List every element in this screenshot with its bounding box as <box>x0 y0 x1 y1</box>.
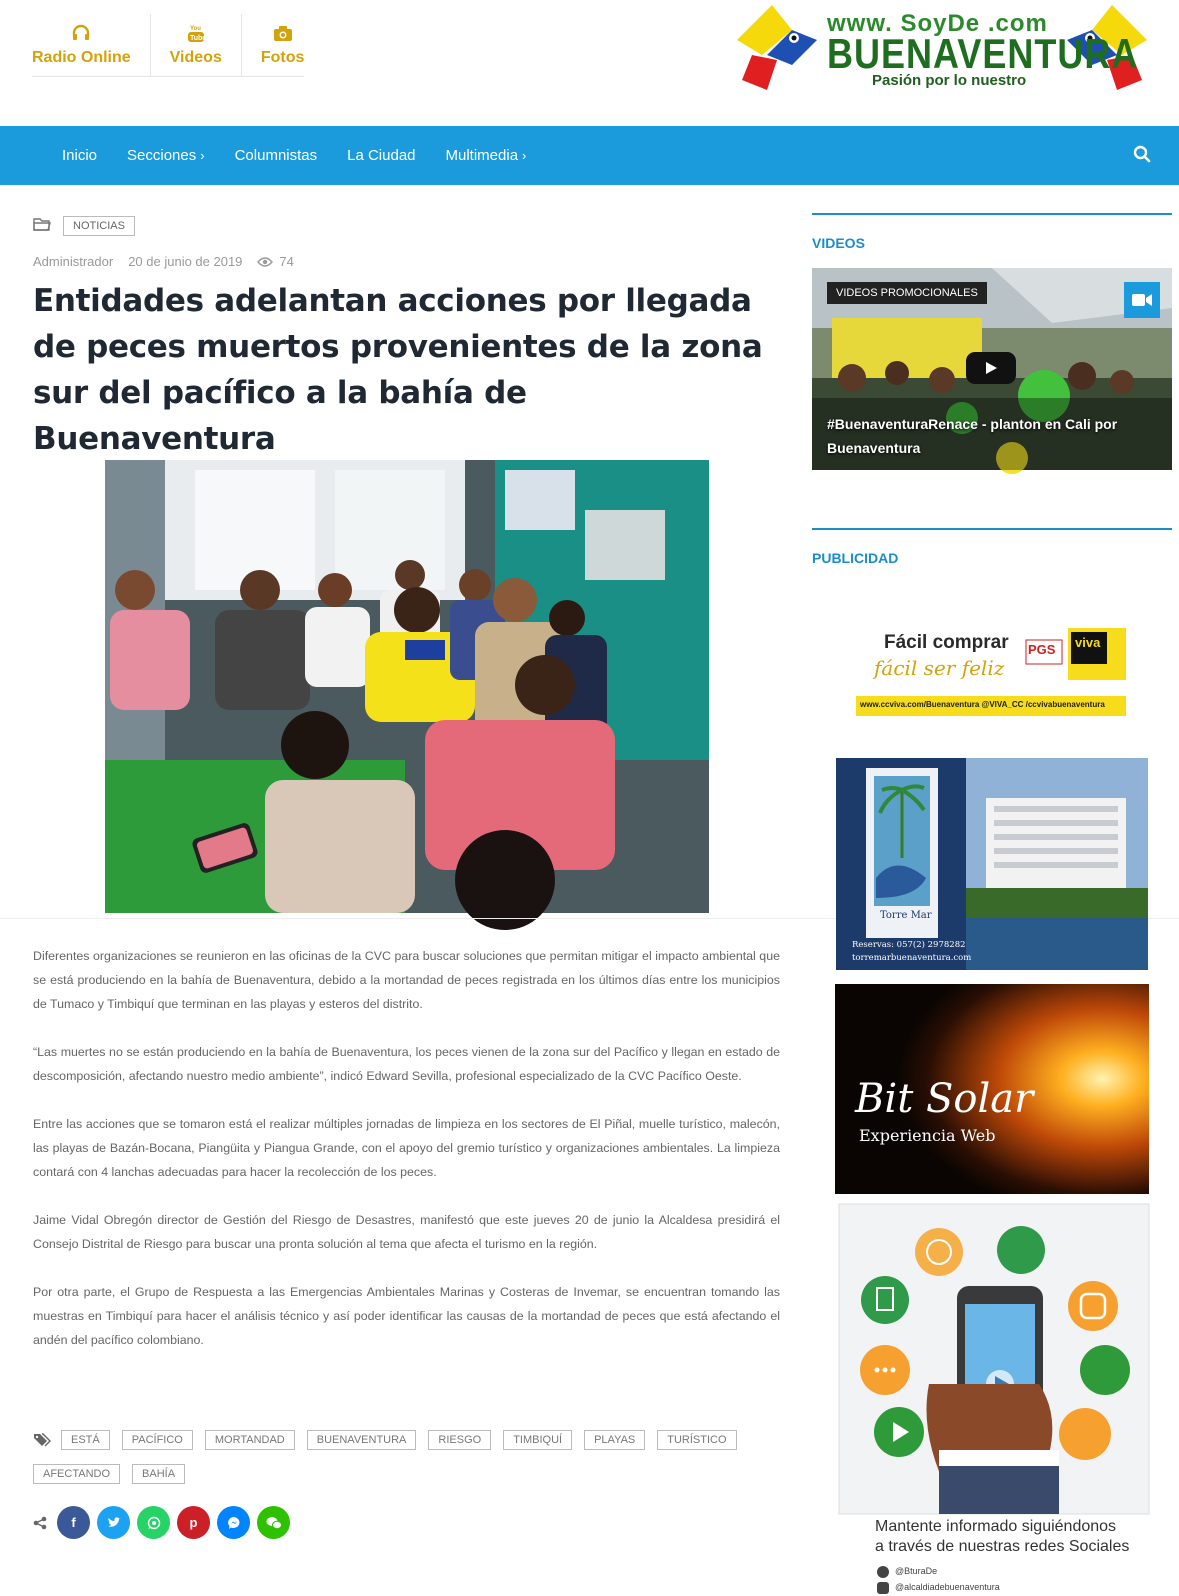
logo-url: www. SoyDe .com <box>827 10 1048 37</box>
facebook-icon[interactable]: f <box>57 1506 90 1539</box>
quicklink-fotos[interactable] <box>242 14 305 76</box>
search-icon[interactable] <box>1133 145 1151 168</box>
ad-bitsolar[interactable] <box>835 984 1149 1194</box>
tag-link[interactable]: MORTANDAD <box>205 1430 295 1450</box>
ad-torremar-footer2: torremarbuenaventura.com <box>852 953 972 963</box>
article-paragraph: Por otra parte, el Grupo de Respuesta a las Emergencias Ambientales Marinas y Costeras de Invemar, se encuentran tomando las muestras en Timbiquí para hacer el análisis técnico y así poder identificar las causas de la mortandad de peces que está afectando el andén del pacífico colombiano. <box>33 1285 780 1347</box>
ad-redes-line2: a través de nuestras redes Sociales <box>875 1538 1130 1555</box>
top-bar <box>0 0 1179 126</box>
svg-text:Tube: Tube <box>189 35 206 42</box>
article-views <box>257 254 308 269</box>
nav-label: La Ciudad <box>347 147 416 164</box>
article-title: Entidades adelantan acciones por llegada de peces muertos provenientes de la zona sur del pacífico a la bahía de Buenaventura <box>33 283 763 457</box>
tag-link[interactable]: TIMBIQUÍ <box>503 1430 572 1450</box>
sidebar-video[interactable] <box>812 268 1172 470</box>
logo-name: BUENAVENTURA <box>827 29 1139 78</box>
ad-viva-footer: www.ccviva.com/Buenaventura @VIVA_CC /ccvivabuenaventura <box>860 700 1105 709</box>
nav-item-la-ciudad[interactable] <box>347 147 415 164</box>
quicklink-label: Fotos <box>260 49 305 66</box>
ad-redes-sociales[interactable] <box>839 1204 1149 1596</box>
nav-label: Inicio <box>62 147 98 164</box>
youtube-icon <box>188 23 204 43</box>
messenger-icon[interactable] <box>217 1506 250 1539</box>
article-author[interactable]: Administrador <box>33 254 114 269</box>
camera-icon <box>274 23 292 43</box>
nav-item-columnistas[interactable] <box>235 147 318 164</box>
quicklink-label: Videos <box>169 49 222 66</box>
ad-bitsolar-brand: Bit Solar <box>855 1076 1034 1122</box>
twitter-icon <box>877 1566 889 1578</box>
ad-viva-brand2: viva <box>1075 635 1101 650</box>
wechat-icon[interactable] <box>257 1506 290 1539</box>
quicklink-radio[interactable] <box>32 14 151 76</box>
eye-icon <box>257 257 273 267</box>
svg-text:You: You <box>189 26 201 32</box>
tag-link[interactable]: TURÍSTICO <box>657 1430 736 1450</box>
ad-viva-line2: fácil ser feliz <box>874 656 1005 680</box>
ad-redes-line1: Mantente informado siguiéndonos <box>875 1518 1117 1535</box>
video-caption[interactable]: #BuenaventuraRenace - planton en Cali por Buenaventura <box>827 416 1118 456</box>
sidebar-ads-title: PUBLICIDAD <box>812 528 1172 566</box>
nav-label: Secciones <box>127 147 197 164</box>
ad-redes-handle2: @alcaldiadebuenaventura <box>895 1582 1000 1592</box>
ad-viva-line1: Fácil comprar <box>884 632 1009 653</box>
twitter-icon[interactable] <box>97 1506 130 1539</box>
ad-viva-brand1: PGS <box>1028 642 1056 657</box>
folder-icon <box>33 217 51 236</box>
article-category-row <box>33 216 135 236</box>
article-date: 20 de junio de 2019 <box>128 254 243 269</box>
article-tags <box>33 1430 793 1498</box>
article-paragraph: “Las muertes no se están produciendo en la bahía de Buenaventura, los peces vienen de la zona sur del Pacífico y llegan en estado de descomposición, afectando nuestro medio ambiente”, indicó Edward Sevilla, profesional especializado de la CVC Pacífico Oeste. <box>33 1045 780 1083</box>
quicklink-label: Radio Online <box>32 49 131 66</box>
tag-link[interactable]: RIESGO <box>428 1430 491 1450</box>
video-camera-icon <box>1124 282 1160 318</box>
ad-viva[interactable] <box>856 620 1126 720</box>
tag-link[interactable]: AFECTANDO <box>33 1464 120 1484</box>
sidebar-videos-title: VIDEOS <box>812 213 1172 251</box>
chevron-right-icon: › <box>522 148 527 163</box>
pinterest-icon[interactable]: p <box>177 1506 210 1539</box>
chevron-right-icon: › <box>200 148 205 163</box>
share-bar <box>33 1506 290 1539</box>
whatsapp-icon[interactable] <box>137 1506 170 1539</box>
play-icon[interactable] <box>966 352 1016 384</box>
instagram-icon <box>877 1582 889 1594</box>
tag-link[interactable]: BUENAVENTURA <box>307 1430 417 1450</box>
site-logo[interactable] <box>732 0 1152 100</box>
quicklink-videos[interactable] <box>151 14 242 76</box>
article-paragraph: Diferentes organizaciones se reunieron en las oficinas de la CVC para buscar soluciones que permitan mitigar el impacto ambiental que se está produciendo en la bahía de Buenaventura, debido a la mortandad de peces registrada en los últimos días entre los municipios de Tumaco y Timbiquí que terminan en las playas y esteros del distrito. <box>33 949 780 1011</box>
tag-link[interactable]: PACÍFICO <box>122 1430 193 1450</box>
nav-label: Multimedia <box>445 147 519 164</box>
nav-item-inicio[interactable] <box>62 147 97 164</box>
ad-redes-handle1: @BturaDe <box>895 1566 938 1576</box>
article-paragraph: Jaime Vidal Obregón director de Gestión del Riesgo de Desastres, manifestó que este jueves 20 de junio la Alcaldesa presidirá el Consejo Distrital de Riesgo para buscar una pronta solución al tema que afecta el turismo en la región. <box>33 1213 780 1251</box>
share-icon <box>33 1516 47 1530</box>
tags-icon <box>33 1433 51 1447</box>
quick-links <box>32 14 304 77</box>
headphones-icon <box>72 23 90 43</box>
article-byline <box>33 254 324 269</box>
tag-link[interactable]: ESTÁ <box>61 1430 110 1450</box>
logo-slogan: Pasión por lo nuestro <box>872 72 1027 89</box>
main-nav <box>0 126 1179 185</box>
category-badge[interactable]: NOTICIAS <box>63 216 135 236</box>
article-paragraph: Entre las acciones que se tomaron está el realizar múltiples jornadas de limpieza en los sectores de El Piñal, muelle turístico, malecón, las playas de Bazán-Bocana, Piangüita y Piangua Grande, con el apoyo del gremio turístico y organizaciones ambientales. La limpieza contará con 4 lanchas adecuadas para hacer la recolección de los peces. <box>33 1117 780 1179</box>
ad-torremar-footer1: Reservas: 057(2) 2978282 <box>852 940 966 950</box>
tag-link[interactable]: BAHÍA <box>132 1464 185 1484</box>
video-category-badge: VIDEOS PROMOCIONALES <box>827 282 987 304</box>
ad-torremar-hotel: Torre Mar <box>880 910 932 921</box>
tag-link[interactable]: PLAYAS <box>584 1430 645 1450</box>
nav-item-secciones[interactable] <box>127 147 205 164</box>
views-count: 74 <box>279 254 294 269</box>
article-photo[interactable] <box>105 460 709 913</box>
ad-torremar[interactable] <box>836 758 1148 970</box>
nav-item-multimedia[interactable] <box>446 147 527 164</box>
article-body <box>33 944 780 1376</box>
nav-label: Columnistas <box>234 147 318 164</box>
ad-bitsolar-tagline: Experiencia Web <box>859 1126 996 1145</box>
